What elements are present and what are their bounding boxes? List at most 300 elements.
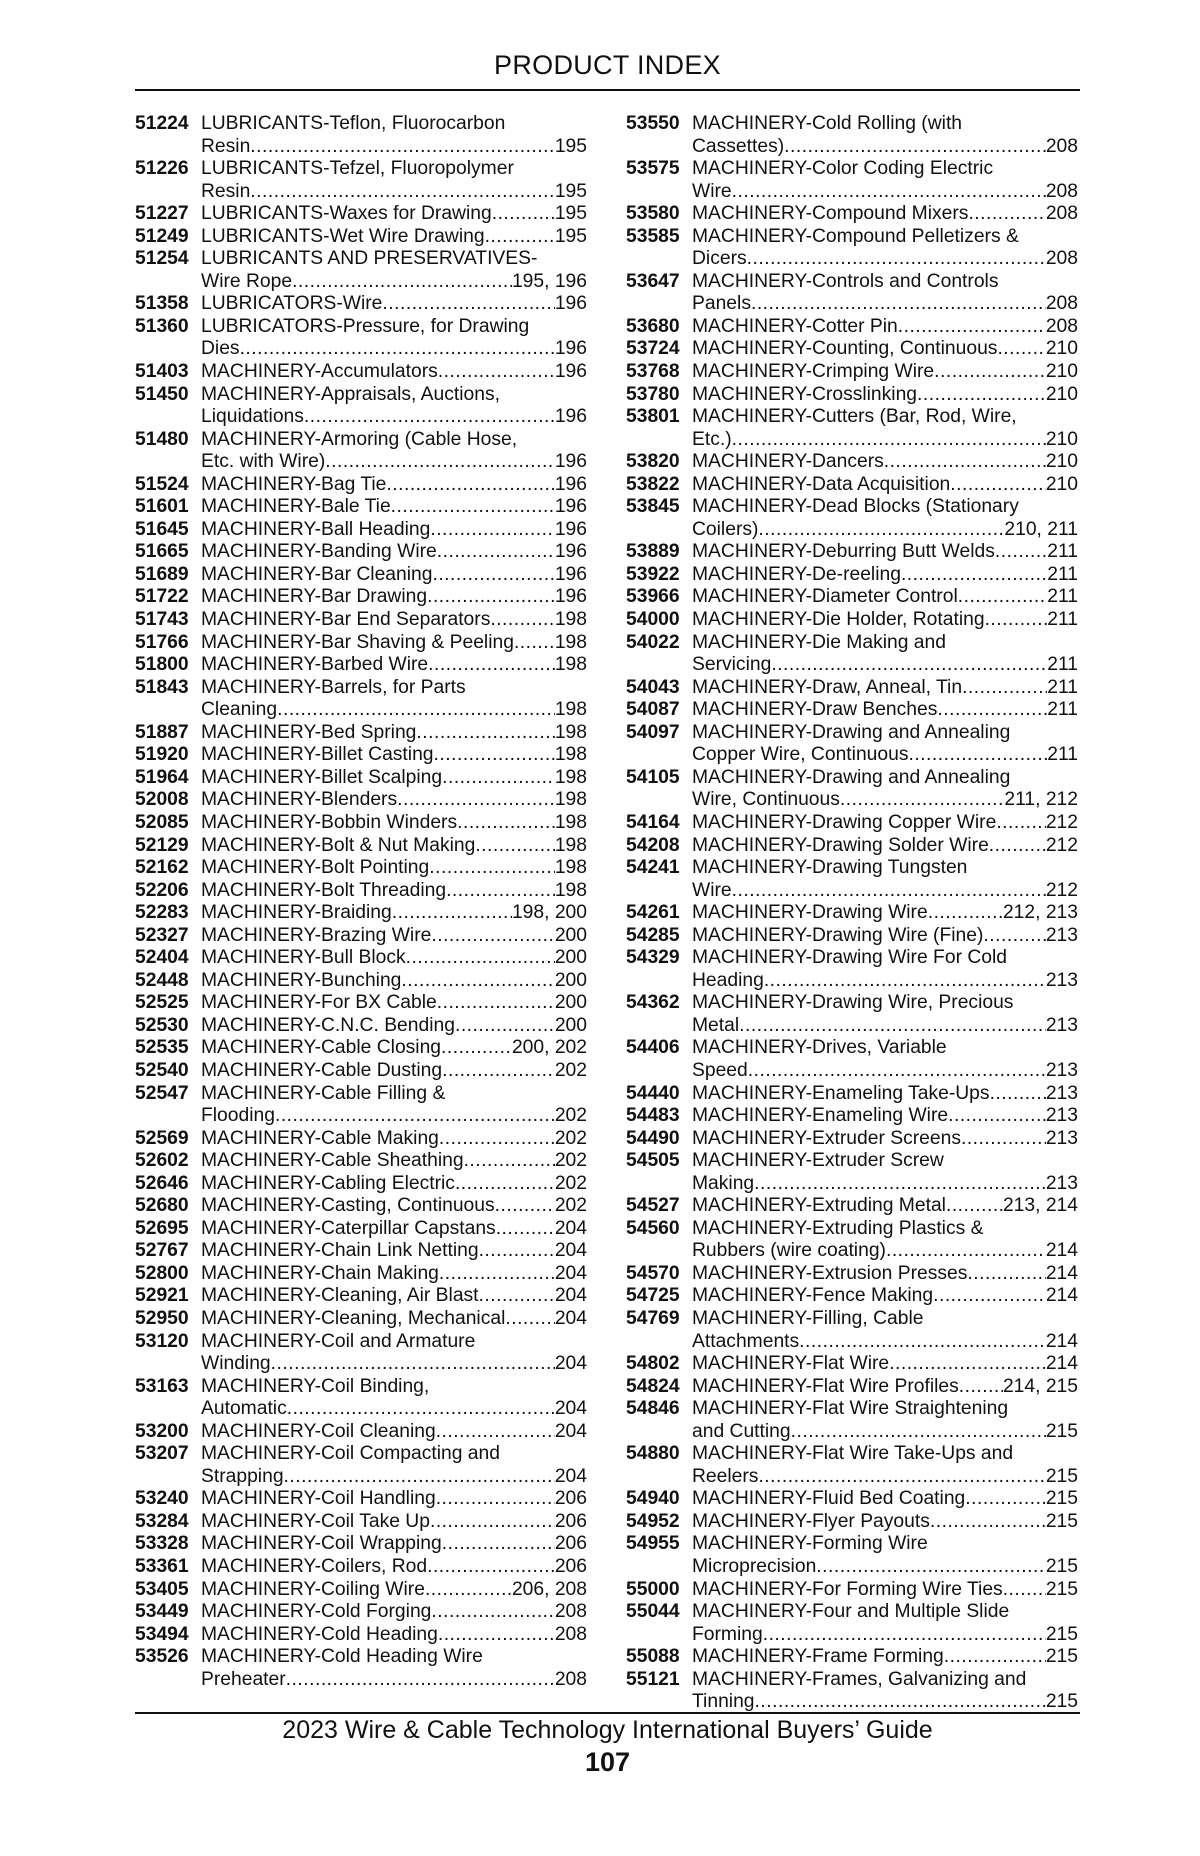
dot-leader bbox=[430, 519, 554, 542]
product-title: MACHINERY-Appraisals, Auctions, bbox=[201, 383, 500, 405]
entry-line bbox=[135, 1015, 587, 1038]
product-title: MACHINERY-Cable Dusting bbox=[201, 1059, 443, 1081]
product-code: 51524 bbox=[135, 473, 189, 495]
product-code: 51665 bbox=[135, 541, 189, 563]
product-title: MACHINERY-Bar Cleaning bbox=[201, 563, 433, 585]
product-title-continued: Attachments bbox=[692, 1330, 800, 1352]
dot-leader bbox=[908, 744, 1047, 767]
index-entry bbox=[135, 1376, 587, 1421]
page-reference: 210, 211 bbox=[1004, 518, 1078, 540]
product-code: 51360 bbox=[135, 315, 189, 337]
product-title-continued: Automatic bbox=[201, 1398, 287, 1420]
entry-line bbox=[135, 1646, 587, 1669]
page-reference: 198 bbox=[554, 699, 587, 721]
entry-line bbox=[135, 1150, 587, 1173]
product-code: 51887 bbox=[135, 721, 189, 743]
dot-leader bbox=[475, 835, 555, 858]
index-column-right bbox=[626, 113, 1078, 1714]
product-title: MACHINERY-Die Holder, Rotating bbox=[692, 609, 985, 631]
index-entry bbox=[135, 1533, 587, 1556]
index-entry bbox=[135, 1511, 587, 1534]
product-code: 51843 bbox=[135, 676, 189, 698]
product-title-continued: Panels bbox=[692, 293, 751, 315]
page-reference: 206 bbox=[554, 1510, 587, 1532]
product-title: LUBRICANTS-Teflon, Fluorocarbon bbox=[201, 113, 506, 134]
product-title: MACHINERY-Braiding bbox=[201, 902, 392, 924]
entry-line bbox=[626, 406, 1078, 429]
page-reference: 215 bbox=[1045, 1488, 1078, 1510]
product-code: 51403 bbox=[135, 361, 189, 383]
entry-line bbox=[135, 158, 587, 181]
page-reference: 208 bbox=[1045, 135, 1078, 157]
page-reference: 202 bbox=[554, 1150, 587, 1172]
product-code: 52547 bbox=[135, 1082, 189, 1104]
product-title: MACHINERY-Bolt & Nut Making bbox=[201, 834, 476, 856]
entry-line bbox=[626, 474, 1078, 497]
entry-line bbox=[626, 947, 1078, 970]
entry-line bbox=[135, 519, 587, 542]
product-title: MACHINERY-Fence Making bbox=[692, 1285, 934, 1307]
entry-line bbox=[135, 632, 587, 655]
index-entry bbox=[626, 1398, 1078, 1443]
product-title: MACHINERY-Bunching bbox=[201, 969, 402, 991]
dot-leader bbox=[968, 203, 1045, 226]
product-code: 54022 bbox=[626, 631, 680, 653]
product-code: 54846 bbox=[626, 1398, 680, 1420]
product-title: MACHINERY-Bar Drawing bbox=[201, 586, 428, 608]
entry-line bbox=[135, 1037, 587, 1060]
page-reference: 208 bbox=[554, 1668, 587, 1690]
product-title: MACHINERY-Controls and Controls bbox=[692, 270, 999, 292]
index-entry bbox=[135, 1195, 587, 1218]
product-title: MACHINERY-Frame Forming bbox=[692, 1646, 944, 1668]
product-code: 54406 bbox=[626, 1037, 680, 1059]
product-title: MACHINERY-Casting, Continuous bbox=[201, 1195, 495, 1217]
dot-leader bbox=[755, 1691, 1046, 1714]
entry-continuation bbox=[626, 1624, 1078, 1647]
entry-line bbox=[135, 541, 587, 564]
entry-line bbox=[135, 1556, 587, 1579]
product-code: 54824 bbox=[626, 1375, 680, 1397]
entry-line bbox=[626, 1218, 1078, 1241]
product-title: MACHINERY-Ball Heading bbox=[201, 518, 431, 540]
entry-line bbox=[626, 226, 1078, 249]
entry-continuation bbox=[626, 429, 1078, 452]
dot-leader bbox=[889, 1353, 1046, 1376]
product-code: 54802 bbox=[626, 1353, 680, 1375]
page-reference: 196 bbox=[554, 293, 587, 315]
product-title: MACHINERY-De-reeling bbox=[692, 563, 901, 585]
entry-line bbox=[135, 970, 587, 993]
entry-line bbox=[626, 586, 1078, 609]
page-reference: 206 bbox=[554, 1533, 587, 1555]
product-code: 54285 bbox=[626, 924, 680, 946]
entry-line bbox=[626, 835, 1078, 858]
dot-leader bbox=[382, 293, 554, 316]
product-title-continued: Etc.) bbox=[692, 428, 732, 450]
product-title: MACHINERY-Coil Handling bbox=[201, 1488, 436, 1510]
index-entry bbox=[135, 1015, 587, 1038]
page-reference: 213 bbox=[1045, 1105, 1078, 1127]
product-title: MACHINERY-Bale Tie bbox=[201, 496, 391, 518]
dot-leader bbox=[751, 293, 1046, 316]
entry-line bbox=[626, 1646, 1078, 1669]
page-reference: 202 bbox=[554, 1059, 587, 1081]
product-title-continued: Servicing bbox=[692, 654, 772, 676]
page-reference: 200, 202 bbox=[511, 1037, 587, 1059]
dot-leader bbox=[917, 384, 1046, 407]
product-code: 51722 bbox=[135, 586, 189, 608]
entry-line bbox=[135, 947, 587, 970]
product-code: 54952 bbox=[626, 1510, 680, 1532]
dot-leader bbox=[287, 1398, 555, 1421]
dot-leader bbox=[965, 1488, 1046, 1511]
dot-leader bbox=[739, 1015, 1046, 1038]
entry-continuation bbox=[626, 248, 1078, 271]
page-reference: 196 bbox=[554, 338, 587, 360]
page-reference: 196 bbox=[554, 451, 587, 473]
entry-line bbox=[135, 429, 587, 452]
product-title: MACHINERY-Cable Closing bbox=[201, 1037, 442, 1059]
page-reference: 202 bbox=[554, 1127, 587, 1149]
index-entry bbox=[626, 1533, 1078, 1578]
product-code: 51689 bbox=[135, 563, 189, 585]
product-title: MACHINERY-Drawing Solder Wire bbox=[692, 834, 989, 856]
product-code: 54164 bbox=[626, 811, 680, 833]
product-code: 53328 bbox=[135, 1533, 189, 1555]
product-title: LUBRICANTS-Waxes for Drawing bbox=[201, 203, 492, 225]
product-code: 52540 bbox=[135, 1059, 189, 1081]
product-title: MACHINERY-Chain Link Netting bbox=[201, 1240, 479, 1262]
page-reference: 198, 200 bbox=[511, 902, 587, 924]
dot-leader bbox=[771, 654, 1047, 677]
page-reference: 200 bbox=[554, 1014, 587, 1036]
product-code: 54362 bbox=[626, 992, 680, 1014]
dot-leader bbox=[492, 203, 555, 226]
product-title: MACHINERY-Cabling Electric bbox=[201, 1172, 455, 1194]
dot-leader bbox=[286, 1669, 555, 1692]
index-entry bbox=[135, 1331, 587, 1376]
entry-continuation bbox=[626, 789, 1078, 812]
dot-leader bbox=[437, 541, 555, 564]
index-entry bbox=[135, 632, 587, 655]
index-entry bbox=[135, 1060, 587, 1083]
product-code: 51766 bbox=[135, 631, 189, 653]
index-entry bbox=[135, 541, 587, 564]
product-title-continued: Reelers bbox=[692, 1465, 759, 1487]
product-title-continued: and Cutting bbox=[692, 1420, 791, 1442]
entry-line bbox=[626, 1263, 1078, 1286]
header-rule bbox=[135, 89, 1080, 91]
page-reference: 214 bbox=[1045, 1240, 1078, 1262]
page-reference: 215 bbox=[1045, 1465, 1078, 1487]
entry-line bbox=[626, 1488, 1078, 1511]
product-title-continued: Wire Rope bbox=[201, 270, 293, 292]
page-reference: 196 bbox=[554, 518, 587, 540]
entry-line bbox=[135, 1376, 587, 1399]
page-reference: 200 bbox=[554, 947, 587, 969]
product-code: 52448 bbox=[135, 969, 189, 991]
page-reference: 204 bbox=[554, 1398, 587, 1420]
page-reference: 202 bbox=[554, 1195, 587, 1217]
entry-line bbox=[135, 1533, 587, 1556]
entry-line bbox=[135, 835, 587, 858]
index-entry bbox=[626, 406, 1078, 451]
product-title: MACHINERY-Cleaning, Air Blast bbox=[201, 1285, 479, 1307]
product-title: MACHINERY-Four and Multiple Slide bbox=[692, 1601, 1010, 1623]
dot-leader bbox=[455, 1015, 555, 1038]
entry-line bbox=[135, 564, 587, 587]
product-code: 51480 bbox=[135, 428, 189, 450]
dot-leader bbox=[429, 857, 555, 880]
entry-continuation bbox=[626, 136, 1078, 159]
dot-leader bbox=[886, 1240, 1046, 1263]
product-title: MACHINERY-Blenders bbox=[201, 789, 398, 811]
page-reference: 198 bbox=[554, 744, 587, 766]
entry-line bbox=[135, 474, 587, 497]
product-code: 53163 bbox=[135, 1375, 189, 1397]
product-title: MACHINERY-Flat Wire Straightening bbox=[692, 1398, 1009, 1420]
page-reference: 215 bbox=[1045, 1691, 1078, 1713]
entry-line bbox=[135, 925, 587, 948]
dot-leader bbox=[496, 1218, 555, 1241]
entry-continuation bbox=[135, 181, 587, 204]
index-entry bbox=[135, 947, 587, 970]
dot-leader bbox=[416, 722, 554, 745]
index-entry bbox=[626, 699, 1078, 722]
product-title: LUBRICANTS-Wet Wire Drawing bbox=[201, 225, 485, 247]
product-code: 52602 bbox=[135, 1150, 189, 1172]
product-code: 53680 bbox=[626, 315, 680, 337]
entry-line bbox=[626, 632, 1078, 655]
dot-leader bbox=[271, 1353, 555, 1376]
page-reference: 206 bbox=[554, 1556, 587, 1577]
product-title: MACHINERY-Extruding Metal bbox=[692, 1195, 946, 1217]
product-code: 53494 bbox=[135, 1623, 189, 1645]
product-title: MACHINERY-Data Acquisition bbox=[692, 473, 951, 495]
entry-line bbox=[626, 384, 1078, 407]
entry-line bbox=[626, 677, 1078, 700]
index-entry bbox=[135, 880, 587, 903]
index-entry bbox=[626, 1218, 1078, 1263]
product-title-continued: Winding bbox=[201, 1353, 271, 1375]
page-reference: 195 bbox=[554, 180, 587, 202]
page-reference: 214 bbox=[1045, 1330, 1078, 1352]
product-title-continued: Strapping bbox=[201, 1465, 284, 1487]
page-reference: 214 bbox=[1045, 1285, 1078, 1307]
product-code: 54483 bbox=[626, 1105, 680, 1127]
index-entry bbox=[626, 1037, 1078, 1082]
product-title: MACHINERY-C.N.C. Bending bbox=[201, 1014, 455, 1036]
entry-line bbox=[626, 1579, 1078, 1602]
product-code: 54440 bbox=[626, 1082, 680, 1104]
page-reference: 195 bbox=[554, 203, 587, 225]
index-entry bbox=[626, 1511, 1078, 1534]
product-title: MACHINERY-Compound Mixers bbox=[692, 203, 969, 225]
entry-line bbox=[135, 1601, 587, 1624]
index-entry bbox=[626, 677, 1078, 700]
dot-leader bbox=[784, 136, 1046, 159]
product-title-continued: Heading bbox=[692, 969, 764, 991]
page-reference: 195, 196 bbox=[511, 270, 587, 292]
dot-leader bbox=[948, 1105, 1046, 1128]
entry-line bbox=[626, 564, 1078, 587]
page-reference: 195 bbox=[554, 225, 587, 247]
entry-line bbox=[135, 113, 587, 136]
entry-line bbox=[135, 789, 587, 812]
product-title: MACHINERY-Barrels, for Parts bbox=[201, 676, 466, 698]
product-code: 54000 bbox=[626, 609, 680, 631]
product-code: 53207 bbox=[135, 1443, 189, 1465]
page-reference: 208 bbox=[1045, 203, 1078, 225]
page-reference: 198 bbox=[554, 609, 587, 631]
entry-line bbox=[626, 361, 1078, 384]
page-reference: 212 bbox=[1045, 834, 1078, 856]
entry-continuation bbox=[626, 519, 1078, 542]
entry-line bbox=[135, 767, 587, 790]
index-entry bbox=[626, 1195, 1078, 1218]
product-title-continued: Coilers) bbox=[692, 518, 759, 540]
entry-continuation bbox=[626, 1173, 1078, 1196]
product-title: MACHINERY-Billet Scalping bbox=[201, 766, 443, 788]
index-entry bbox=[135, 113, 587, 158]
dot-leader bbox=[995, 541, 1047, 564]
dot-leader bbox=[391, 496, 555, 519]
page-reference: 211, 212 bbox=[1004, 789, 1078, 811]
product-title: MACHINERY-Cable Making bbox=[201, 1127, 439, 1149]
index-entry bbox=[135, 789, 587, 812]
product-title: MACHINERY-Coil Take Up bbox=[201, 1510, 430, 1532]
entry-line bbox=[626, 609, 1078, 632]
entry-continuation bbox=[135, 1398, 587, 1421]
dot-leader bbox=[898, 316, 1046, 339]
entry-continuation bbox=[135, 1353, 587, 1376]
product-title-continued: Wire bbox=[692, 180, 732, 202]
entry-line bbox=[135, 1083, 587, 1106]
product-title-continued: Wire bbox=[692, 879, 732, 901]
dot-leader bbox=[479, 1240, 555, 1263]
entry-line bbox=[626, 722, 1078, 745]
product-title-continued: Speed bbox=[692, 1059, 748, 1081]
product-title: MACHINERY-Cold Heading Wire bbox=[201, 1646, 483, 1668]
index-entry bbox=[626, 632, 1078, 677]
product-title: MACHINERY-Billet Casting bbox=[201, 744, 434, 766]
product-code: 54329 bbox=[626, 947, 680, 969]
entry-line bbox=[135, 1624, 587, 1647]
page-reference: 208 bbox=[1045, 315, 1078, 337]
product-title: MACHINERY-Extruding Plastics & bbox=[692, 1217, 984, 1239]
entry-line bbox=[626, 158, 1078, 181]
product-title: MACHINERY-Filling, Cable bbox=[692, 1307, 924, 1329]
index-entry bbox=[135, 970, 587, 993]
index-entry bbox=[626, 1353, 1078, 1376]
entry-continuation bbox=[135, 1669, 587, 1692]
product-code: 53801 bbox=[626, 406, 680, 428]
product-title: MACHINERY-Cold Rolling (with bbox=[692, 113, 963, 134]
page-reference: 196 bbox=[554, 473, 587, 495]
product-code: 55044 bbox=[626, 1601, 680, 1623]
page-reference: 214 bbox=[1045, 1353, 1078, 1375]
dot-leader bbox=[292, 271, 512, 294]
page-reference: 200 bbox=[554, 924, 587, 946]
dot-leader bbox=[985, 609, 1048, 632]
entry-continuation bbox=[626, 1556, 1078, 1579]
product-code: 54241 bbox=[626, 857, 680, 879]
page-reference: 196 bbox=[554, 563, 587, 585]
entry-continuation bbox=[135, 699, 587, 722]
product-code: 52404 bbox=[135, 947, 189, 969]
product-code: 52530 bbox=[135, 1014, 189, 1036]
product-code: 55000 bbox=[626, 1578, 680, 1600]
entry-line bbox=[135, 1218, 587, 1241]
entry-line bbox=[135, 316, 587, 339]
product-code: 53284 bbox=[135, 1510, 189, 1532]
index-entry bbox=[135, 1308, 587, 1331]
entry-continuation bbox=[626, 1060, 1078, 1083]
dot-leader bbox=[464, 1150, 555, 1173]
product-title: MACHINERY-Dancers bbox=[692, 451, 884, 473]
entry-line bbox=[135, 496, 587, 519]
page-reference: 210 bbox=[1045, 428, 1078, 450]
product-code: 51227 bbox=[135, 203, 189, 225]
entry-line bbox=[626, 699, 1078, 722]
index-entry bbox=[135, 654, 587, 677]
index-entry bbox=[626, 1285, 1078, 1308]
product-code: 52921 bbox=[135, 1285, 189, 1307]
index-entry bbox=[135, 1218, 587, 1241]
dot-leader bbox=[427, 1556, 555, 1579]
product-code: 51224 bbox=[135, 113, 189, 134]
dot-leader bbox=[284, 1466, 555, 1489]
entry-line bbox=[135, 1195, 587, 1218]
entry-continuation bbox=[626, 181, 1078, 204]
product-title: MACHINERY-Banding Wire bbox=[201, 541, 437, 563]
dot-leader bbox=[959, 1376, 1003, 1399]
index-entry bbox=[135, 248, 587, 293]
index-entry bbox=[626, 496, 1078, 541]
entry-line bbox=[135, 1579, 587, 1602]
entry-line bbox=[135, 384, 587, 407]
dot-leader bbox=[240, 338, 555, 361]
entry-line bbox=[626, 902, 1078, 925]
product-code: 52525 bbox=[135, 992, 189, 1014]
page-reference: 198 bbox=[554, 879, 587, 901]
page-reference: 198 bbox=[554, 631, 587, 653]
entry-line bbox=[135, 722, 587, 745]
entry-line bbox=[626, 541, 1078, 564]
product-title: MACHINERY-Drawing Copper Wire bbox=[692, 811, 997, 833]
product-code: 54043 bbox=[626, 676, 680, 698]
entry-line bbox=[135, 248, 587, 271]
index-entry bbox=[135, 857, 587, 880]
page-reference: 204 bbox=[554, 1262, 587, 1284]
product-code: 54769 bbox=[626, 1307, 680, 1329]
product-title: MACHINERY-Enameling Wire bbox=[692, 1105, 949, 1127]
page-reference: 215 bbox=[1045, 1556, 1078, 1577]
dot-leader bbox=[485, 226, 555, 249]
footer-title: 2023 Wire & Cable Technology International Buyers’ Guide bbox=[282, 1716, 933, 1744]
entry-line bbox=[135, 654, 587, 677]
entry-line bbox=[135, 361, 587, 384]
index-entry bbox=[135, 1083, 587, 1128]
index-entry bbox=[135, 158, 587, 203]
page-reference: 215 bbox=[1045, 1578, 1078, 1600]
product-code: 53922 bbox=[626, 563, 680, 585]
index-entry bbox=[626, 1083, 1078, 1106]
dot-leader bbox=[431, 925, 554, 948]
product-title: MACHINERY-Extruder Screens bbox=[692, 1127, 961, 1149]
entry-line bbox=[626, 1195, 1078, 1218]
